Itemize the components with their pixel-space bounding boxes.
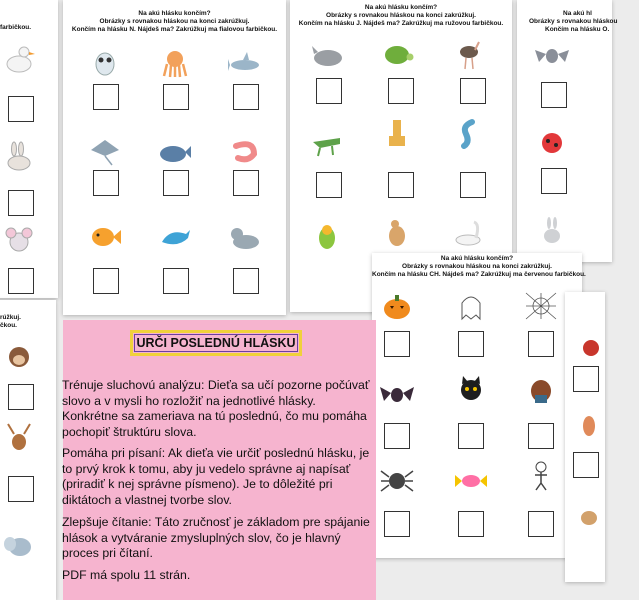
seahorse-picture (452, 118, 486, 148)
answer-box[interactable] (384, 511, 410, 537)
shrimp-picture (228, 136, 262, 166)
header-question: Na akú hlásku končím? (440, 255, 514, 262)
apple-picture (577, 332, 611, 362)
answer-box[interactable] (528, 511, 554, 537)
ostrich-picture (452, 40, 486, 70)
rabbit-picture (2, 142, 36, 172)
worksheet-left-top (0, 0, 58, 298)
header-instruction: Obrázky s rovnakou hláskou na konci zakrúžkuj. (99, 18, 250, 25)
candy-picture (454, 465, 488, 495)
ghost-picture (454, 291, 488, 321)
answer-box[interactable] (8, 190, 34, 216)
answer-box[interactable] (384, 423, 410, 449)
figure-picture (575, 410, 609, 440)
worksheet-header (0, 24, 60, 32)
answer-box[interactable] (8, 268, 34, 294)
spiderweb-picture (524, 291, 558, 321)
answer-box[interactable] (163, 84, 189, 110)
answer-box[interactable] (458, 423, 484, 449)
owl-picture (88, 48, 122, 78)
answer-box[interactable] (460, 172, 486, 198)
shark-picture (228, 48, 262, 78)
answer-box[interactable] (316, 78, 342, 104)
goose-picture (2, 44, 36, 74)
elephant-picture (2, 530, 36, 560)
answer-box[interactable] (233, 84, 259, 110)
answer-box[interactable] (541, 82, 567, 108)
header-instruction: Obrázky s rovnakou hláskou na konci zakrúžkuj. (402, 263, 552, 270)
header-line-1: rúžkuj. (0, 314, 21, 321)
answer-box[interactable] (163, 170, 189, 196)
worksheet-left-mid (0, 300, 56, 600)
info-paragraph-1: Trénuje sluchovú analýzu: Dieťa sa učí pozorne počúvať slovo a v mysli ho rozložiť na jednotlivé hlásky. Konkrétne sa zameriava na tú poslednú, čo mu pomáha pochopiť štruktúru slova. (62, 378, 370, 439)
monkey-picture (2, 342, 36, 372)
ladybug-picture (535, 126, 569, 156)
info-paragraph-2: Pomáha pri písaní: Ak dieťa vie určiť poslednú hlásku, je to prvý krok k tomu, aby ju vedelo správne aj napísať (priradiť k nej správne písmeno). Je to dôležité pri diktátoch a vlastnej tvorbe slov. (62, 446, 370, 507)
black-cat-picture (454, 375, 488, 405)
header-instruction: Obrázky s rovnakou hláskou (529, 18, 618, 25)
crocodile-picture (310, 128, 344, 158)
worksheet-header (63, 10, 286, 34)
header-line-2: čkou. (0, 322, 17, 329)
stingray-picture (88, 136, 122, 166)
worksheet-header (290, 4, 512, 28)
spider-picture (380, 465, 414, 495)
worksheet-ch (372, 253, 586, 558)
answer-box[interactable] (233, 268, 259, 294)
header-question: Na akú hlásku končím? (138, 10, 211, 17)
answer-box[interactable] (8, 384, 34, 410)
rabbit-picture (535, 214, 569, 244)
header-question: Na akú hlásku končím? (364, 4, 438, 11)
answer-box[interactable] (388, 172, 414, 198)
answer-box[interactable] (458, 331, 484, 357)
werewolf-picture (524, 375, 558, 405)
info-paragraph-3: Zlepšuje čítanie: Táto zručnosť je základom pre spájanie hlások a vytváranie zmysluplných slov, čo je hlavný proces pri čítaní. (62, 515, 370, 560)
answer-box[interactable] (573, 452, 599, 478)
answer-box[interactable] (316, 172, 342, 198)
answer-box[interactable] (163, 268, 189, 294)
header-task: Končím na hlásku J. Nájdeš ma? Zakrúžkuj ma ružovou farbičkou. (298, 20, 504, 27)
answer-box[interactable] (458, 511, 484, 537)
octopus-picture (158, 48, 192, 78)
worksheet-right-bottom (565, 292, 605, 582)
answer-box[interactable] (528, 331, 554, 357)
answer-box[interactable] (8, 96, 34, 122)
answer-box[interactable] (93, 170, 119, 196)
answer-box[interactable] (460, 78, 486, 104)
answer-box[interactable] (233, 170, 259, 196)
seal-picture (228, 222, 262, 252)
answer-box[interactable] (528, 423, 554, 449)
mouse-picture (2, 224, 36, 254)
turtle-picture (380, 40, 414, 70)
header-task: Končím na hlásku O. (545, 26, 610, 33)
dog-picture (575, 502, 609, 532)
answer-box[interactable] (573, 366, 599, 392)
whale-picture (158, 136, 192, 166)
parrot-picture (310, 222, 344, 252)
header-instruction: Obrázky s rovnakou hláskou na konci zakrúžkuj. (326, 12, 476, 19)
answer-box[interactable] (93, 84, 119, 110)
header-question: Na akú hl (563, 10, 592, 17)
skeleton-picture (524, 461, 558, 491)
swan-picture (452, 218, 486, 248)
worksheet-n (63, 0, 286, 315)
answer-box[interactable] (388, 78, 414, 104)
header-task: Končím na hlásku N. Nájdeš ma? Zakrúžkuj ma fialovou farbičkou. (71, 26, 278, 33)
fish-picture (88, 222, 122, 252)
dolphin-picture (158, 222, 192, 252)
answer-box[interactable] (541, 168, 567, 194)
info-paragraph-4: PDF má spolu 11 strán. (62, 568, 191, 582)
info-title: URČI POSLEDNÚ HLÁSKU (130, 330, 302, 356)
worksheet-header (517, 10, 639, 34)
answer-box[interactable] (384, 331, 410, 357)
kangaroo-picture (380, 218, 414, 248)
worksheet-header (372, 255, 586, 279)
header-line-3: farbičkou. (0, 24, 32, 31)
bat-picture (535, 40, 569, 70)
answer-box[interactable] (8, 476, 34, 502)
pumpkin-picture (380, 291, 414, 321)
worksheet-header (0, 314, 60, 330)
header-task: Končím na hlásku CH. Nájdeš ma? Zakrúžkuj ma červenou farbičkou. (372, 271, 586, 278)
giraffe-picture (380, 118, 414, 148)
answer-box[interactable] (93, 268, 119, 294)
bat-picture (380, 379, 414, 409)
worksheet-o (517, 0, 618, 262)
deer-picture (2, 422, 36, 452)
rhino-picture (310, 40, 344, 70)
